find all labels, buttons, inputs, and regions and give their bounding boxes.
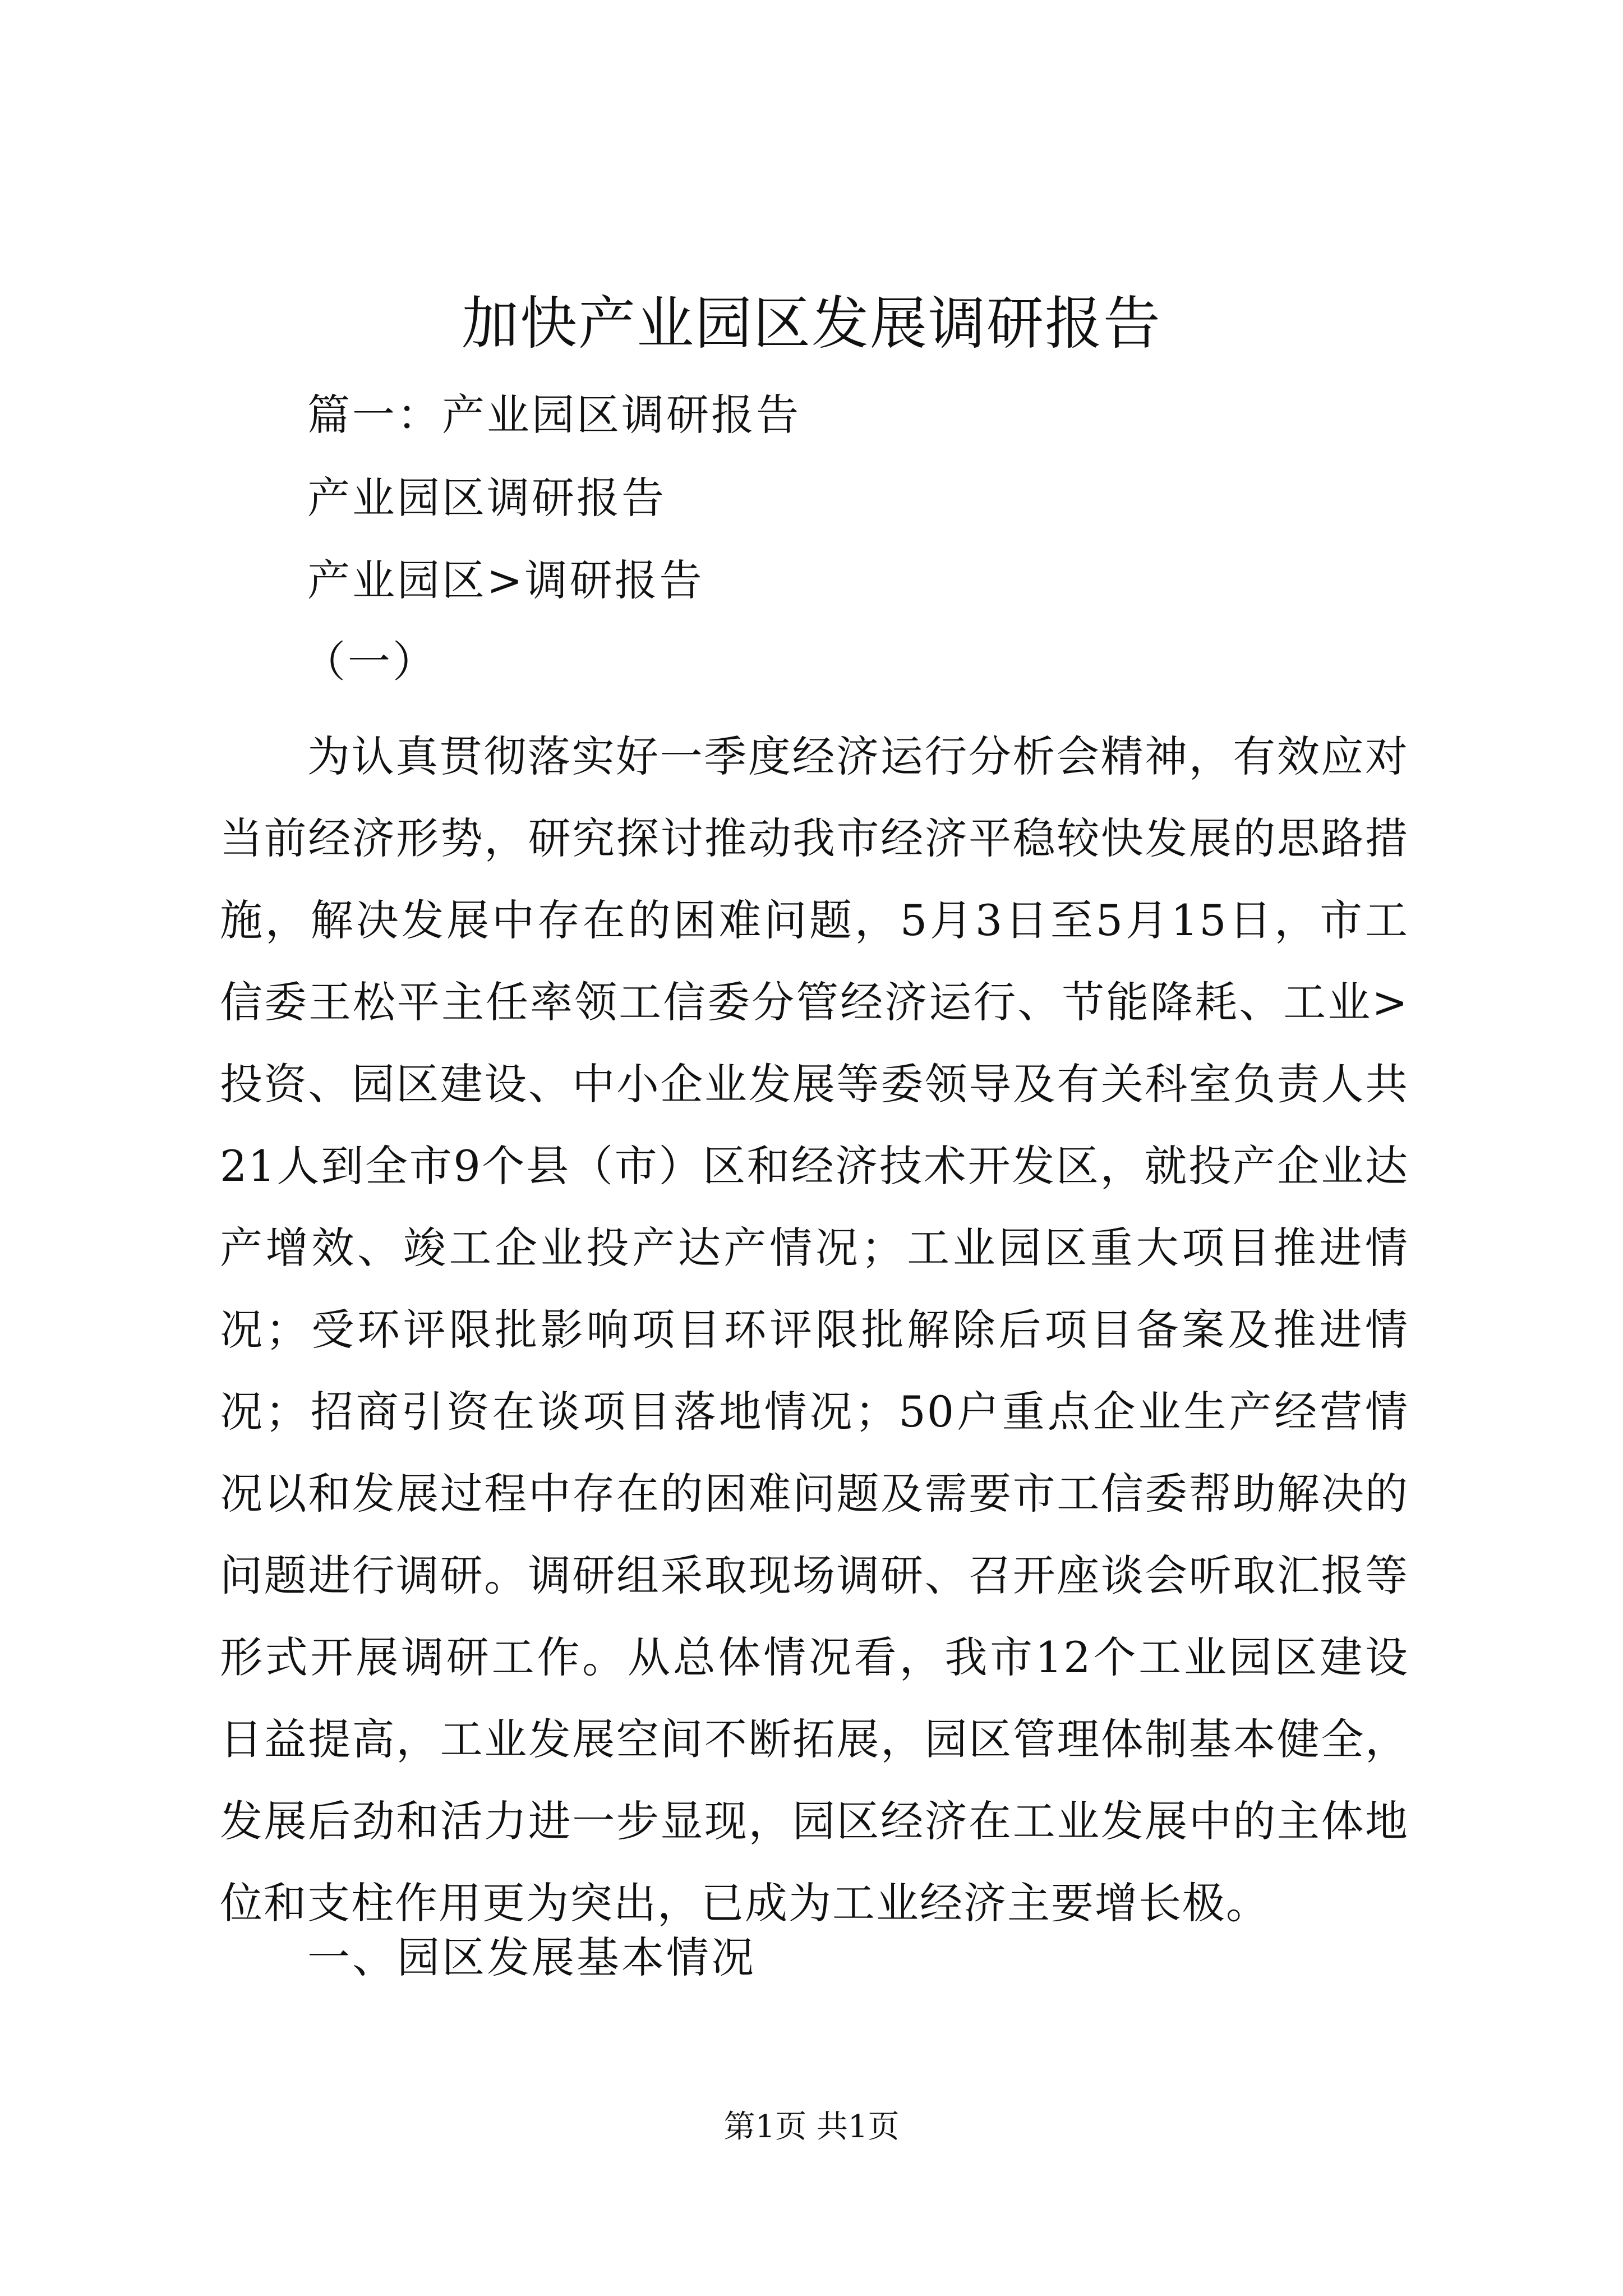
section-number: （一）: [303, 637, 437, 687]
page-footer: 第1页 共1页: [723, 2109, 900, 2145]
subtitle-line: 产业园区>调研报告: [307, 555, 704, 605]
body-paragraph: 为认真贯彻落实好一季度经济运行分析会精神，有效应对当前经济形势，研究探讨推动我市经济平稳较快发展的思路措施，解决发展中存在的困难问题，5月3日至5月15日，市工信委王松平主任率领工信委分管经济运行、节能降耗、工业>投资、园区建设、中小企业发展等委领导及有关科室负责人共21人到全市9个县（市）区和经济技术开发区，就投产企业达产增效、竣工企业投产达产情况；工业园区重大项目推进情况；受环评限批影响项目环评限批解除后项目备案及推进情况；招商引资在谈项目落地情况；50户重点企业生产经营情况以和发展过程中存在的困难问题及需要市工信委帮助解决的问题进行调研。调研组采取现场调研、召开座谈会听取汇报等形式开展调研工作。从总体情况看，我市12个工业园区建设日益提高，工业发展空间不断拓展，园区管理体制基本健全，发展后劲和活力进一步显现，园区经济在工业发展中的主体地位和支柱作用更为突出，已成为工业经济主要增长极。: [220, 731, 1409, 1928]
subtitle-line: 篇一：产业园区调研报告: [307, 390, 801, 440]
subtitle-line: 产业园区调研报告: [307, 473, 666, 523]
document-title: 加快产业园区发展调研报告: [462, 291, 1161, 357]
section-heading: 一、园区发展基本情况: [307, 1932, 756, 1982]
